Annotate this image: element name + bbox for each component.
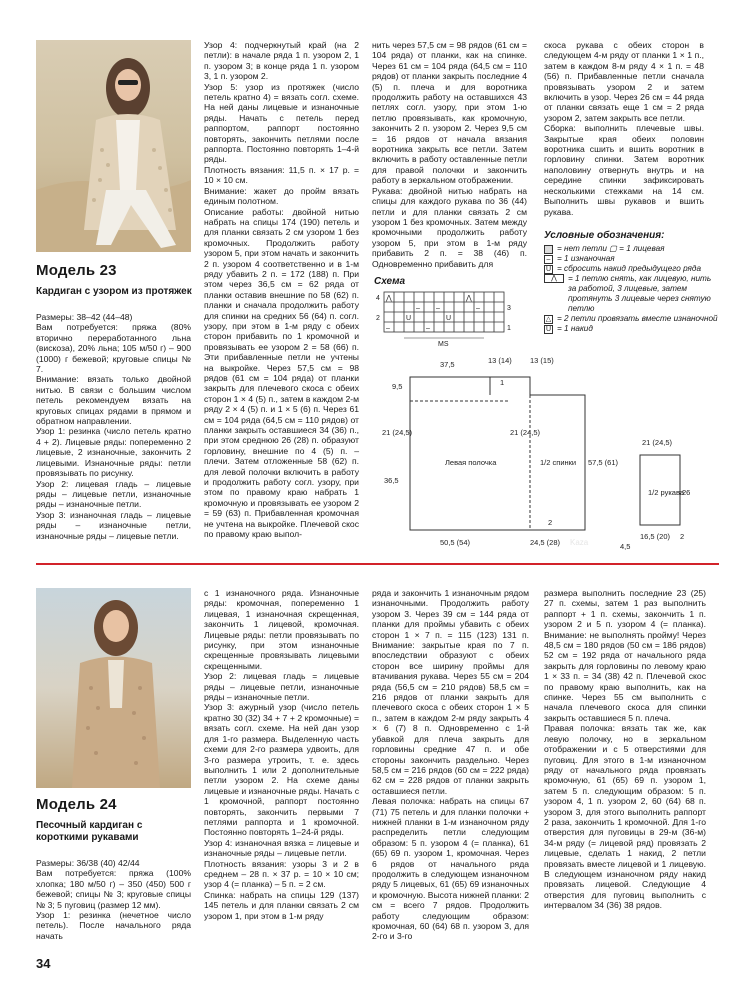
model-24-subtitle: Песочный кардиган с короткими рукавами [36, 820, 143, 843]
dim-label: 21 (24,5) [642, 438, 673, 447]
legend-symbol [544, 245, 553, 254]
model-24-photo [36, 588, 191, 788]
model-23-col2 [204, 40, 359, 540]
svg-text:–: – [416, 305, 420, 312]
legend-text: = 1 петлю снять, как лицевую, нить за работой, 3 лицевые, затем протянуть 3 лицевые через снятую петлю [568, 274, 712, 313]
paragraph: скоса рукава с обеих сторон в следующем 4-м ряду от планки 1 × 1 п., затем в каждом 8-м ряду 4 × 1 п. = 48 (56) п. Прибавленные петли сначала провязывать узором 2 и затем включить в узор. Через 26 см = 44 ряда от планки связать еще 1 см = 2 ряда узором 2, затем закрыть все петли. [544, 40, 704, 123]
model-23-photo-image [36, 40, 191, 252]
model-23-subtitle: Кардиган с узором из протяжек [36, 286, 192, 297]
legend-text: = сбросить накид предыдущего ряда [557, 264, 701, 273]
paragraph: Размеры: 38–42 (44–48) [36, 312, 133, 322]
paragraph: Узор 2: лицевая гладь = лицевые ряды – лицевые петли, изнаночные ряды – изнаночные петли. [204, 671, 359, 703]
legend-symbol: △ [545, 315, 552, 323]
dim-label: 24,5 (28) [530, 538, 561, 547]
dim-label: 13 (15) [530, 356, 554, 365]
paragraph: Левая полочка: набрать на спицы 67 (71) 75 петель и для планки полочки + нижней планки в 1-м изнаночном ряду распределить петли следующим образом: 5 п. узором 4 (= планка), 61 (65) 69 п. узором 1, кромочная. Через 6 рядов от начального ряда продолжить в следующем изнаночном ряду 5 лицевых, 61 (65) 69 изнаночных и кромочную. Высота нижней планки: 2 см = всего 7 рядов. Продолжить работу следующим образом: кромочная, 60 (64) 68 п. узором 3, для 2-го и 3-го [372, 796, 529, 942]
legend-item [544, 314, 719, 324]
paragraph: Размеры: 36/38 (40) 42/44 [36, 858, 140, 868]
paragraph: нить через 57,5 см = 98 рядов (61 см = 104 ряда) от планки, как на спинке. Через 61 см = 104 ряда (64,5 см = 110 рядов) от планки закрыть последние 4 (5) п. плеча и для воротника продолжить работу на оставшихся 43 петлях согл. узору, при этом 1-ю петлю провязывать, как кромочную, закончить 2 п. узором 2. Через 9,5 см = 16 рядов от начала вязания воротника закрыть все петли. Затем включить в работу оставленные петли для правой полочки и закончить работу в зеркальном отображении. [372, 40, 527, 186]
chart-row-label: 2 [376, 315, 380, 322]
dim-label: 21 (24,5) [382, 428, 413, 437]
svg-text:–: – [436, 305, 440, 312]
stitch-chart [374, 290, 514, 348]
model-23-title: Модель 23 [36, 262, 117, 279]
legend-symbol: U [545, 265, 552, 273]
paragraph: Узор 1: резинка (нечетное число петель). После начального ряда начать [36, 910, 191, 941]
paragraph: Вам потребуется: пряжа (100% хлопка; 180 м/50 г) – 350 (450) 500 г бежевой; спицы № 3; круговые спицы № 3; 5 пуговиц (размер 12 мм). [36, 868, 191, 910]
section-divider [36, 563, 719, 565]
legend-item [544, 264, 719, 274]
dim-label: 36,5 [384, 476, 399, 485]
legend-text: = 2 петли провязать вместе изнаночной [557, 314, 718, 323]
model-24-col4 [544, 588, 706, 911]
paragraph: Вам потребуется: пряжа (80% вторично переработанного льна (вискоза), 20% льна; 105 м/50 г) – 900 (1000) г бежевой; круговые спицы № 7. [36, 322, 191, 375]
paragraph: Сборка: выполнить плечевые швы. Закрытые края обеих половин воротника сшить и вшить воротник в горловину спинки. Затем воротник наполовину отвернуть внутрь и на середине спинки зафиксировать несколькими стежками на 14 см. Выполнить швы рукавов и вшить рукава. [544, 123, 704, 217]
paragraph: Узор 4: изнаночная вязка = лицевые и изнаночные ряды – лицевые петли. [204, 837, 359, 859]
model-23-col3 [372, 40, 527, 269]
page-number: 34 [36, 956, 51, 971]
svg-text:⋀: ⋀ [386, 295, 392, 302]
paragraph: Узор 1: резинка (число петель кратно 4 + 2). Лицевые ряды: попеременно 2 лицевые, 2 изнаночные, закончить 2 лицевыми. Изнаночные ряды: петли провязывать по рисунку. [36, 426, 191, 479]
paragraph: Внимание: вязать только двойной нитью. В связи с большим числом петель рекомендуем вязать на круговых спицах рядами в прямом и обратном направлении. [36, 374, 191, 427]
legend-item [544, 324, 719, 334]
legend [544, 230, 719, 334]
paragraph: Плотность вязания: 11,5 п. × 17 р. = 10 × 10 см. [204, 164, 359, 186]
paragraph: ряда и закончить 1 изнаночным рядом изнаночными. Продолжить работу узором 3. Через 39 см = 144 ряда от планки для проймы убавить с обеих сторон 1 × 7 п. = 115 (123) 131 п. Внимание: закрытые края по 7 п. впоследствии образуют с обеих сторон все ширину проймы для втачивания рукава. Через 55 см = 204 ряда (56,5 см = 210 рядов) 58,5 см = 216 рядов от планки закрыть для плечевого скоса с обеих сторон 1 × 5 п., затем в каждом 2-м ряду закрыть 4 × 6 (7) 8 п. Одновременно с 1-й убавкой для плеча закрыть для горловины средние 47 п. и обе стороны закончить раздельно. Через 58,5 см = 216 рядов (60 см = 222 ряда) 62 см = 228 рядов от планки закрыть оставшиеся петли. [372, 588, 529, 796]
paragraph: Спинка: набрать на спицы 129 (137) 145 петель и для планки связать 2 см узором 1, при этом в 1-м ряду [204, 889, 359, 921]
dim-label: 4,5 [620, 542, 631, 551]
dim-label: 21 (24,5) [510, 428, 541, 437]
dim-label: 2 [548, 518, 553, 527]
dim-label: 50,5 (54) [440, 538, 471, 547]
model-24-col3 [372, 588, 529, 942]
model-23-photo [36, 40, 191, 252]
paragraph: Описание работы: двойной нитью набрать на спицы 174 (190) петель и для планки связать 2 см узором 1 без кромочных. Продолжить работу узором 5, при этом начать и закончить 2 п. узором 4 соответственно и в 1-м ряду убавить 2 п. = 172 (188) п. При этом через 36,5 см = 62 ряда от планки оставив внешние по 58 (62) п. планки и сначала продолжить работу для спинки на средних 56 (64) п. согл. узору, при этом в 1-м ряду с обеих сторон прибавить по 1 кромочной и провязывать ее узором 2 = 58 (66) п. Эти прибавленные петли не учтены на выкройке. Через 57,5 см = 98 рядов (61 см = 104 ряда) от планки закрыть для плечевого скоса с обеих сторон 1 × 4 (5) п., затем в каждом 2-м ряду 2 × 4 (5) п. и 1 × 5 (6) п. Через 61 см = 104 ряда (64,5 см = 110 рядов) от планки закрыть оставшиеся 34 (36) п., при этом среднюю 26 (28) п. образуют горловину, внешние по 4 (5) п. – плечи. Затем отложенные 58 (62) п. для левой полочки включить в работу и продолжить работу согл. узору, при этом по правому краю набрать 1 кромочную и провязывать ее узором 2 = 59 (63) п. Прибавленная кромочная не учтена на выкройке. Плечевой скос по правому краю выпол- [204, 206, 359, 540]
legend-symbol: – [544, 255, 553, 264]
paragraph: Рукава: двойной нитью набрать на спицы для каждого рукава по 36 (44) петли и для планки связать 2 см узором 1 без кромочных. Затем между кромочными продолжить работу узором 5, при этом в 1-м ряду прибавить 2 п. = 38 (46) п. Одновременно прибавить для [372, 185, 527, 269]
paragraph: Правая полочка: вязать так же, как левую полочку, но в зеркальном отображении и с 5 отверстиями для пуговиц. Для этого в 1-м изнаночном ряду от начального ряда провязать кромочную, 61 (65) 69 п. узором 1, затем 5 п. следующим образом: 5 п. узором 4, 1 п. узором 2, 60 (64) 68 п. узором 3, для этого выполнить раппорт 2 раза, закончить 1 кромочной. Для 1-го отверстия для пуговицы в 29-м (36-м) 34-м ряду (= лицевой ряд) провязать 2 лицевые, сделать 1 накид, 2 петли провязать вместе лицевой и 1 лицевую. В следующем изнаночном ряду накид провязать лицевой. Следующие 4 отверстия для пуговиц выполнить с интервалом 34 (36) 38 рядов. [544, 723, 706, 911]
pattern-piece-label: Левая полочка [445, 458, 497, 467]
chart-row-label: 4 [376, 295, 380, 302]
watermark: Kaza [570, 538, 589, 547]
paragraph: Узор 3: изнаночная гладь – лицевые ряды – изнаночные петли, изнаночные ряды – лицевые петли. [36, 509, 191, 541]
legend-title: Условные обозначения: [544, 230, 665, 241]
pattern-piece-label: 1/2 спинки [540, 458, 577, 467]
legend-item [544, 244, 719, 254]
legend-item [544, 254, 719, 264]
paragraph: с 1 изнаночного ряда. Изнаночные ряды: кромочная, попеременно 1 лицевая, 1 изнаночная скрещенная, закончить 1 лицевой, кромочная. Лицевые ряды: петли провязывать по рисунку, при этом изнаночные скрещенные провязывать лицевыми скрещенными. [204, 588, 359, 671]
model-24-photo-image [36, 588, 191, 788]
svg-text:U: U [406, 315, 412, 322]
legend-text: = 1 накид [557, 324, 593, 333]
legend-text: = нет петли ▢ = 1 лицевая [557, 244, 665, 253]
chart-row-label: 3 [507, 305, 511, 312]
paragraph: Узор 5: узор из протяжек (число петель кратно 4) = вязать согл. схеме. На ней даны лицевые и изнаночные ряды. Начать с петель перед раппортом, раппорт постоянно повторять, закончить петлями после раппорта. Постоянно повторять 1–4-й ряды. [204, 81, 359, 165]
svg-text:–: – [386, 325, 390, 332]
svg-text:–: – [476, 305, 480, 312]
model-24-col1 [36, 858, 191, 941]
dim-label: 16,5 (20) [640, 532, 671, 541]
svg-text:–: – [426, 325, 430, 332]
dim-label: 9,5 [392, 382, 403, 391]
chart-row-label: 1 [507, 325, 511, 332]
dim-label: 26 [682, 488, 691, 497]
paragraph: Плотность вязания: узоры 3 и 2 в среднем – 28 п. × 37 р. = 10 × 10 см; узор 4 (= планка) – 5 п. = 2 см. [204, 858, 359, 890]
pattern-piece-label: 1/2 рукава [648, 488, 685, 497]
dim-label: 1 [500, 378, 505, 387]
paragraph: Узор 4: подчеркнутый край (на 2 петли): в начале ряда 1 п. узором 2, 1 п. узором 3; в конце ряда 1 п. узором 3, 1 п. узором 2. [204, 40, 359, 82]
paragraph: Внимание: жакет до пройм вязать единым полотном. [204, 185, 359, 207]
legend-symbol: U [545, 325, 552, 333]
svg-text:⋀: ⋀ [466, 295, 472, 302]
model-23-col4 [544, 40, 704, 217]
legend-symbol: ⋀ [544, 274, 564, 283]
paragraph: Узор 3: ажурный узор (число петель кратно 30 (32) 34 + 7 + 2 кромочные) = вязать согл. схеме. На ней дан узор для 1-го размера. Выделенную часть схеми для 2-го размера удвоить, для 3-го размера утроить, т. е. здесь выполнить 1 или 2 дополнительные петли узором 2. На схеме даны лицевые и изнаночные ряды. Начать с 1 кромочной, раппорт постоянно повторять, закончить первыми 7 петлями раппорта и 1 кромочной. Постоянно повторять 1–24-й ряды. [204, 702, 359, 838]
chart-label-ms: MS [438, 341, 449, 348]
paragraph: Узор 2: лицевая гладь – лицевые ряды – лицевые петли, изнаночные ряды – изнаночные петли. [36, 478, 191, 510]
model-23-col1 [36, 312, 191, 541]
model-24-title: Модель 24 [36, 796, 117, 813]
dim-label: 57,5 (61) [588, 458, 619, 467]
dim-label: 37,5 [440, 360, 455, 369]
paragraph: размера выполнить последние 23 (25) 27 п. схемы, затем 1 раз выполнить раппорт + 1 п. схемы, закончить 1 п. узором 2 и 5 п. узором 4 (= планка). Внимание: не выполнять пройму! Через 48,5 см = 180 рядов (50 см = 186 рядов) 52 см = 192 ряда от начального ряда закрыть для горловины по левому краю 1 × 33 п. = 34 (38) 42 п. Плечевой скос по правому краю выполнить, как на спинке. Через 55 см выполнить с начала плечевого скоса для спинки закрыть оставшиеся 5 п. плеча. [544, 588, 706, 723]
legend-text: = 1 изнаночная [557, 254, 615, 263]
svg-text:U: U [446, 315, 452, 322]
dim-label: 2 [680, 532, 685, 541]
model-24-col2 [204, 588, 359, 921]
legend-item [544, 274, 719, 314]
dim-label: 13 (14) [488, 356, 512, 365]
pattern-diagram [380, 355, 710, 555]
scheme-title: Схема [374, 276, 406, 287]
